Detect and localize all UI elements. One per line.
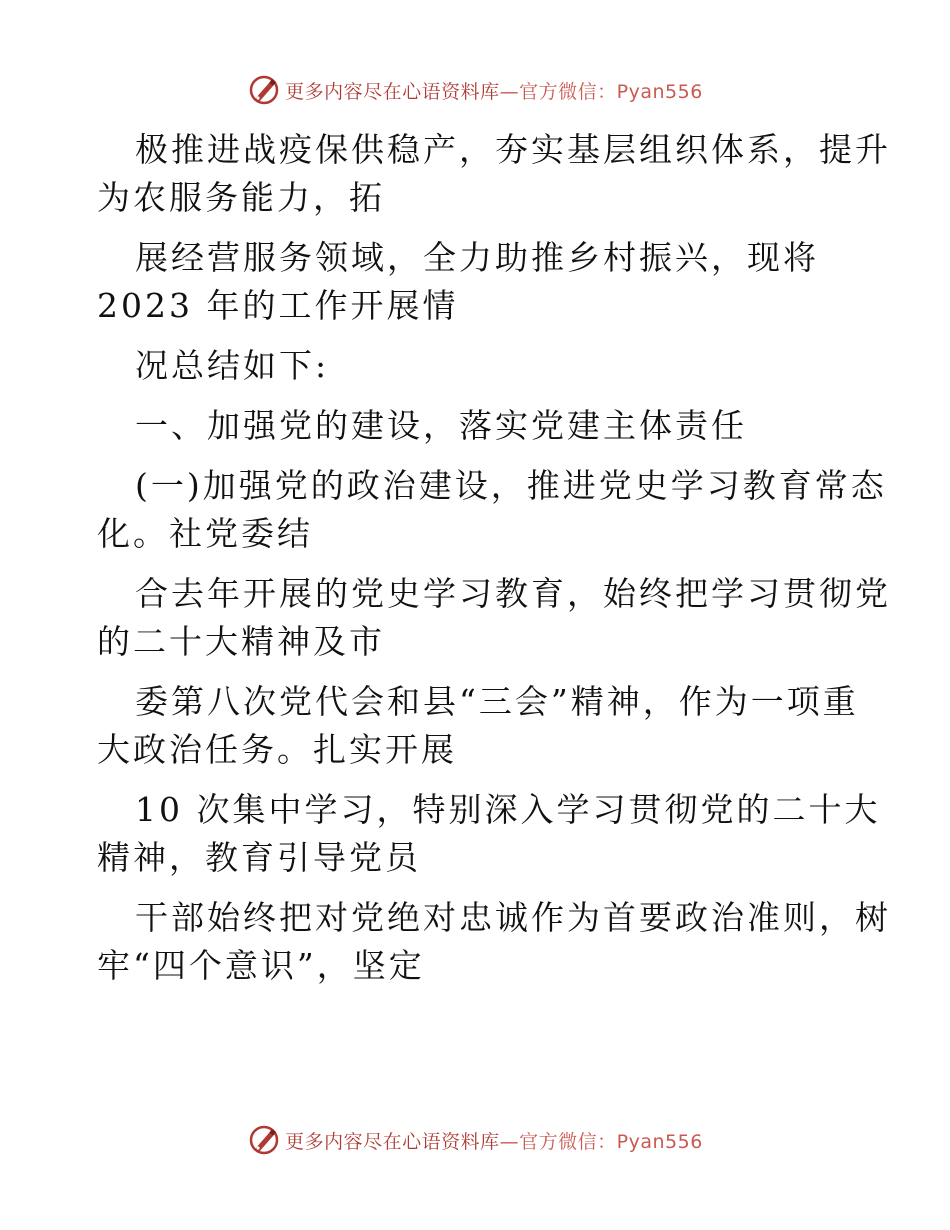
text-line: 委第八次党代会和县“三会”精神，作为一项重 [135, 682, 859, 721]
text-line: 精神，教育引导党员 [97, 838, 421, 877]
watermark-main: 更多内容尽在心语资料库 [285, 80, 500, 103]
watermark-contact: 官方微信：Pyan556 [519, 80, 703, 103]
text-line: 大政治任务。扎实开展 [97, 730, 457, 769]
text-line: 况总结如下: [135, 346, 330, 385]
watermark-text [285, 77, 703, 104]
text-line: 极推进战疫保供稳产，夯实基层组织体系，提升 [135, 130, 891, 169]
footer-watermark [0, 1122, 950, 1158]
section-heading: 一、加强党的建设，落实党建主体责任 [135, 406, 747, 445]
watermark-main: 更多内容尽在心语资料库 [285, 1130, 500, 1153]
text-line: 为农服务能力，拓 [97, 178, 385, 217]
text-line: 的二十大精神及市 [97, 622, 385, 661]
pen-logo-icon [247, 73, 281, 107]
text-line: 牢“四个意识”，坚定 [97, 946, 425, 985]
text-line: 展经营服务领域，全力助推乡村振兴，现将 [135, 238, 819, 277]
text-line: 合去年开展的党史学习教育，始终把学习贯彻党 [135, 574, 891, 613]
pen-logo-icon [247, 1123, 281, 1157]
header-watermark [0, 72, 950, 108]
watermark-text [285, 1127, 703, 1154]
text-line: 化。社党委结 [97, 514, 313, 553]
watermark-separator: — [499, 1130, 520, 1153]
document-body [97, 126, 891, 990]
text-line: 2023 年的工作开展情 [97, 286, 459, 325]
text-line: 干部始终把对党绝对忠诚作为首要政治准则，树 [135, 898, 891, 937]
text-line: (一)加强党的政治建设，推进党史学习教育常态 [135, 466, 887, 505]
watermark-separator: — [499, 80, 520, 103]
watermark-contact: 官方微信：Pyan556 [519, 1130, 703, 1153]
text-line: 10 次集中学习，特别深入学习贯彻党的二十大 [135, 790, 881, 829]
